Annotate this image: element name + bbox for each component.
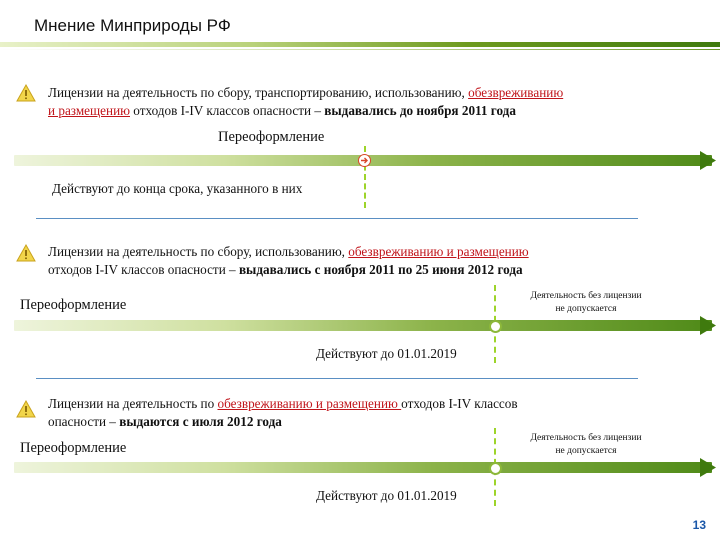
title-underline-thin <box>0 49 720 50</box>
section2-text <box>48 243 698 279</box>
timeline-bar-3 <box>14 462 712 473</box>
section2-note-line1: Деятельность без лицензии <box>530 291 642 301</box>
section2-note-line2: не допускается <box>555 304 617 314</box>
section1-validity-label: Действуют до конца срока, указанного в них <box>52 181 303 196</box>
timeline-bar-2 <box>14 320 712 331</box>
timeline-arrowhead-1 <box>700 151 716 170</box>
section3-text-c: опасности – <box>48 414 120 429</box>
section2-reissue-label: Переоформление <box>20 297 127 313</box>
warning-icon <box>16 84 36 102</box>
section2-text-b: отходов I-IV классов опасности – <box>48 262 239 277</box>
page-title: Мнение Минприроды РФ <box>34 16 231 35</box>
section1-reissue-label: Переоформление <box>218 129 325 145</box>
timeline-arrowhead-2 <box>700 316 716 335</box>
timeline-marker-3 <box>489 462 502 475</box>
section3-note-line2: не допускается <box>555 446 617 456</box>
section2-text-red: обезвреживанию и размещению <box>348 244 529 259</box>
section3-reissue-label: Переоформление <box>20 440 127 456</box>
section3-text <box>48 395 698 431</box>
timeline-marker-2 <box>489 320 502 333</box>
section-divider-2 <box>36 378 638 379</box>
section2-text-bold: выдавались с ноября 2011 по 25 июня 2012 года <box>238 262 523 277</box>
section3-note <box>506 432 666 458</box>
section3-text-bold: выдаются с июля 2012 года <box>119 414 282 429</box>
section1-text-b: отходов I-IV классов опасности – <box>130 103 325 118</box>
section3-note-line1: Деятельность без лицензии <box>530 433 642 443</box>
section3-text-b: отходов I-IV классов <box>401 396 518 411</box>
page-number: 13 <box>692 518 706 532</box>
section2-validity-label: Действуют до 01.01.2019 <box>316 346 457 361</box>
arrow-right-icon <box>358 154 371 167</box>
section1-text-bold: выдавались до ноября 2011 года <box>324 103 516 118</box>
section2-text-a: Лицензии на деятельность по сбору, использованию, <box>48 244 349 259</box>
warning-icon <box>16 244 36 262</box>
section3-text-red: обезвреживанию и размещению <box>217 396 402 411</box>
section1-text-red1: обезвреживанию <box>468 85 564 100</box>
timeline-arrowhead-3 <box>700 458 716 477</box>
title-underline <box>0 42 720 47</box>
section-divider-1 <box>36 218 638 219</box>
section1-text <box>48 84 698 120</box>
section3-validity-label: Действуют до 01.01.2019 <box>316 488 457 503</box>
section3-text-a: Лицензии на деятельность по <box>48 396 218 411</box>
warning-icon <box>16 400 36 418</box>
section2-note <box>506 290 666 316</box>
section1-text-a: Лицензии на деятельность по сбору, транспортированию, использованию, <box>48 85 469 100</box>
section1-text-red2: и размещению <box>48 103 130 118</box>
